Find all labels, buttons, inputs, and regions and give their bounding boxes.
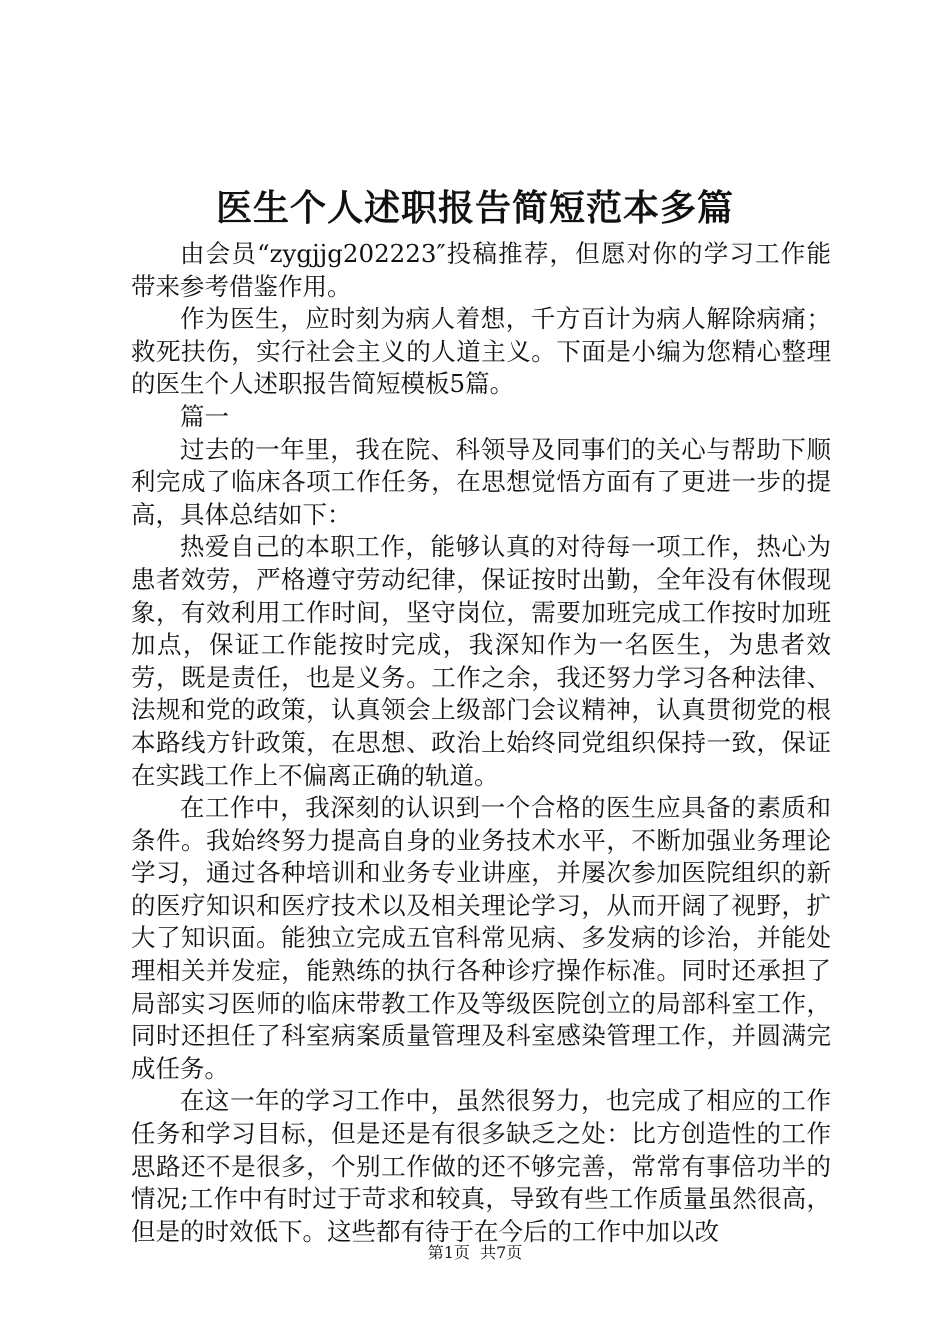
page-footer xyxy=(0,1241,950,1265)
paragraph-overview: 过去的一年里，我在院、科领导及同事们的关心与帮助下顺利完成了临床各项工作任务，在思想觉悟方面有了更进一步的提高，具体总结如下： xyxy=(131,434,831,529)
document-body xyxy=(131,238,831,1248)
page-number: 第1页 共7页 xyxy=(427,1243,523,1262)
document-title: 医生个人述职报告简短范本多篇 xyxy=(215,187,734,229)
paragraph-professional-skills: 在工作中，我深刻的认识到一个合格的医生应具备的素质和条件。我始终努力提高自身的业务技术水平，不断加强业务理论学习，通过各种培训和业务专业讲座，并屡次参加医院组织的新的医疗知识和医疗技术以及相关理论学习，从而开阔了视野，扩大了知识面。能独立完成五官科常见病、多发病的诊治，并能处理相关并发症，能熟练的执行各种诊疗操作标准。同时还承担了局部实习医师的临床带教工作及等级医院创立的局部科室工作，同时还担任了科室病案质量管理及科室感染管理工作，并圆满完成任务。 xyxy=(131,793,831,1083)
paragraph-shortcomings: 在这一年的学习工作中，虽然很努力，也完成了相应的工作任务和学习目标，但是还是有很多缺乏之处：比方创造性的工作思路还不是很多，个别工作做的还不够完善，常常有事倍功半的情况;工作中有时过于苛求和较真，导致有些工作质量虽然很高，但是的时效低下。这些都有待于在今后的工作中加以改 xyxy=(131,1086,831,1246)
paragraph-intro: 由会员“zygjjg202223″投稿推荐，但愿对你的学习工作能带来参考借鉴作用。 xyxy=(131,239,831,301)
paragraph-summary: 作为医生，应时刻为病人着想，千方百计为病人解除病痛；救死扶伤，实行社会主义的人道主义。下面是小编为您精心整理的医生个人述职报告简短模板5篇。 xyxy=(131,304,831,399)
section-heading: 篇一 xyxy=(180,401,229,431)
paragraph-work-attitude: 热爱自己的本职工作，能够认真的对待每一项工作，热心为患者效劳，严格遵守劳动纪律，保证按时出勤，全年没有休假现象，有效利用工作时间，坚守岗位，需要加班完成工作按时加班加点，保证工作能按时完成，我深知作为一名医生，为患者效劳，既是责任，也是义务。工作之余，我还努力学习各种法律、法规和党的政策，认真领会上级部门会议精神，认真贯彻党的根本路线方针政策，在思想、政治上始终同党组织保持一致，保证在实践工作上不偏离正确的轨道。 xyxy=(131,532,831,790)
